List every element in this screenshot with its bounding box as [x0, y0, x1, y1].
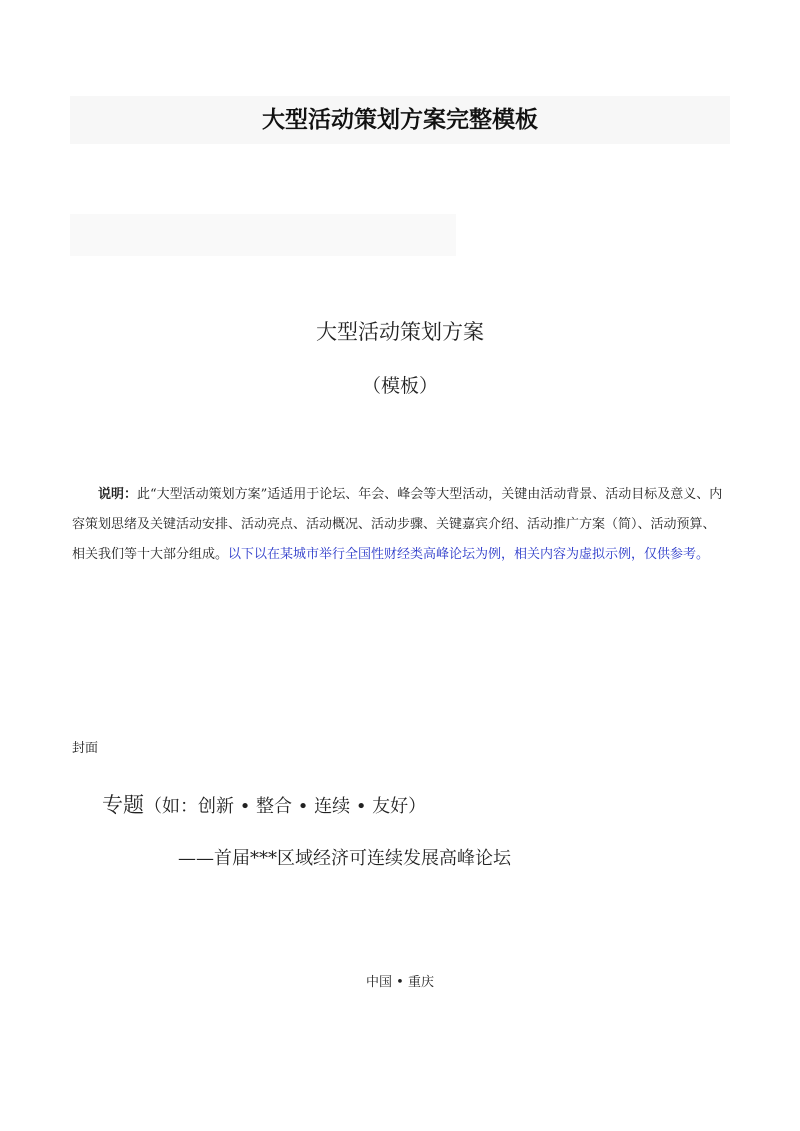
location: 中国 • 重庆 — [366, 975, 434, 990]
cover-label: 封面 — [72, 741, 99, 756]
plan-subtitle: （模板） — [361, 375, 438, 397]
document-title: 大型活动策划方案完整模板 — [262, 107, 538, 133]
description-label: 说明： — [98, 487, 138, 502]
topic-line — [102, 789, 426, 823]
example-note: 以下以在某城市举行全国性财经类高峰论坛为例，相关内容为虚拟示例，仅供参考。 — [228, 547, 710, 562]
topic-heading: 专题 — [102, 793, 144, 817]
description-body: 此“大型活动策划方案”适适用于论坛、年会、峰会等大型活动，关键由活动背景、活动目标及意义、内容策划思绪及关键活动安排、活动亮点、活动概况、活动步骤、关键嘉宾介绍、活动推广方案（简）、活动预算、相关我们等十大部分组成。 — [72, 487, 723, 562]
topic-example: （如：创新 • 整合 • 连续 • 友好） — [144, 796, 427, 817]
forum-title: ——首届***区域经济可连续发展高峰论坛 — [178, 848, 511, 869]
faint-banner — [70, 214, 456, 256]
description-paragraph — [72, 480, 728, 570]
plan-title: 大型活动策划方案 — [316, 320, 484, 344]
